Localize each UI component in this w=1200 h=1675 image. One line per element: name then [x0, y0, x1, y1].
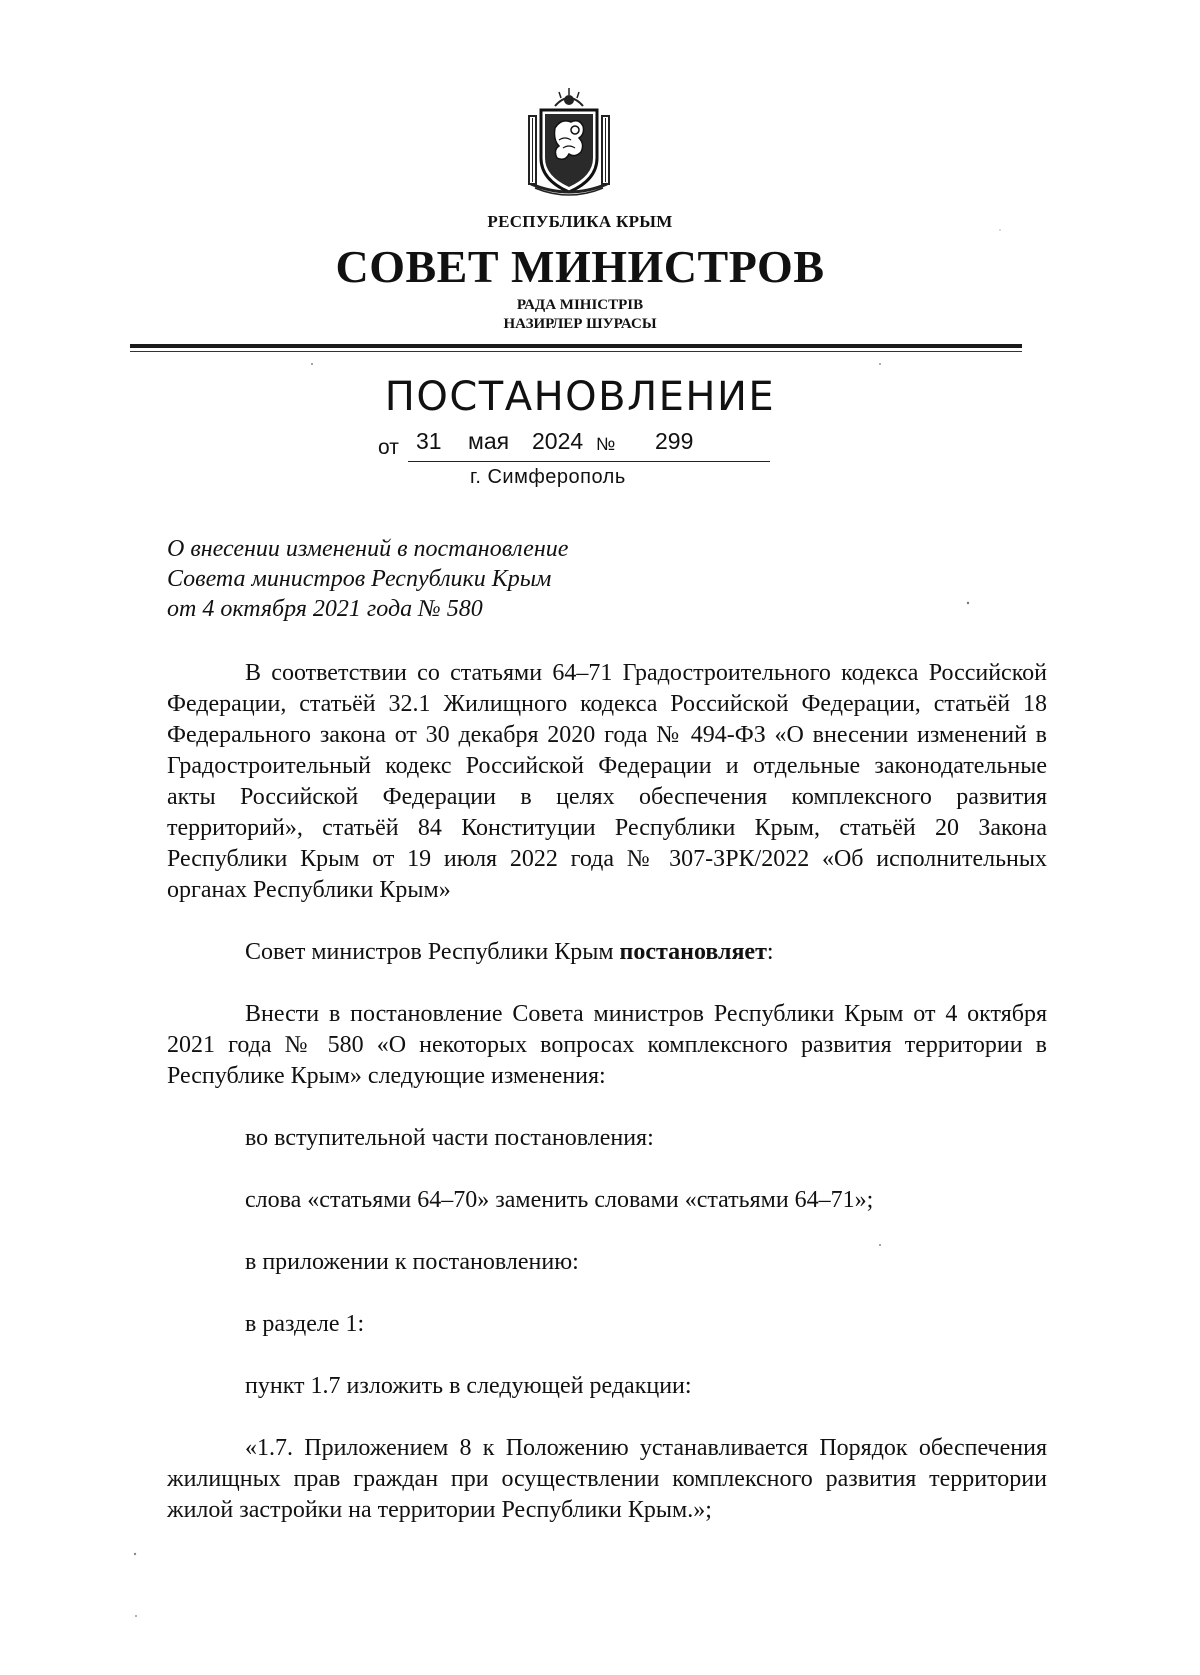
document-body	[167, 658, 1047, 1526]
header-divider-thin	[130, 351, 1022, 352]
resolves-paragraph	[167, 937, 1047, 968]
date-day: 31	[416, 428, 442, 454]
date-underline	[408, 461, 770, 462]
resolves-suffix: :	[766, 939, 774, 965]
title-line-3: от 4 октября 2021 года № 580	[167, 596, 483, 622]
document-title	[167, 534, 568, 624]
resolves-prefix: Совет министров Республики Крым	[245, 939, 620, 965]
date-month: мая	[468, 428, 510, 454]
paragraph-word-replacement: слова «статьями 64–70» заменить словами «статьями 64–71»;	[245, 1187, 874, 1213]
council-name-ukrainian: РАДА МІНІСТРІВ	[516, 297, 644, 313]
council-name-crimean-tatar: НАЗИРЛЕР ШУРАСЫ	[503, 316, 657, 332]
document-number: 299	[655, 428, 694, 454]
title-line-1: О внесении изменений в постановление	[167, 536, 569, 562]
number-sign: №	[596, 434, 616, 454]
date-number-line	[378, 428, 778, 462]
paragraph-section-1: в разделе 1:	[245, 1311, 365, 1337]
crimea-coat-of-arms-icon	[525, 88, 613, 198]
city: г. Симферополь	[470, 466, 626, 488]
paragraph-preamble-section: во вступительной части постановления:	[245, 1125, 654, 1151]
paragraph-item-1-7-text: «1.7. Приложением 8 к Положению устанавливается Порядок обеспечения жилищных прав граждан при осуществлении комплексного развития территории жилой застройки на территории Республики Крым.»;	[167, 1435, 1047, 1523]
date-prefix: от	[378, 436, 399, 459]
header-divider	[130, 344, 1022, 348]
preamble-paragraph: В соответствии со статьями 64–71 Градостроительного кодекса Российской Федерации, статьёй 32.1 Жилищного кодекса Российской Федерации, статьёй 18 Федерального закона от 30 декабря 2020 года № 494-ФЗ «О внесении изменений в Градостроительный кодекс Российской Федерации и отдельные законодательные акты Российской Федерации в целях обеспечения комплексного развития территорий», статьёй 84 Конституции Республики Крым, статьёй 20 Закона Республики Крым от 19 июля 2022 года № 307-ЗРК/2022 «Об исполнительных органах Республики Крым»	[167, 660, 1047, 903]
paragraph-appendix: в приложении к постановлению:	[245, 1249, 579, 1275]
resolves-bold: постановляет	[619, 939, 767, 965]
title-line-2: Совета министров Республики Крым	[167, 566, 552, 592]
date-year: 2024	[532, 428, 584, 454]
paragraph-item-1-7-intro: пункт 1.7 изложить в следующей редакции:	[245, 1373, 692, 1399]
document-type: ПОСТАНОВЛЕНИЕ	[384, 374, 776, 420]
republic-name: РЕСПУБЛИКА КРЫМ	[487, 212, 673, 231]
amendment-intro-paragraph: Внести в постановление Совета министров Республики Крым от 4 октября 2021 года № 580 «О некоторых вопросах комплексного развития территории в Республике Крым» следующие изменения:	[167, 1001, 1047, 1089]
council-name: СОВЕТ МИНИСТРОВ	[335, 241, 825, 292]
